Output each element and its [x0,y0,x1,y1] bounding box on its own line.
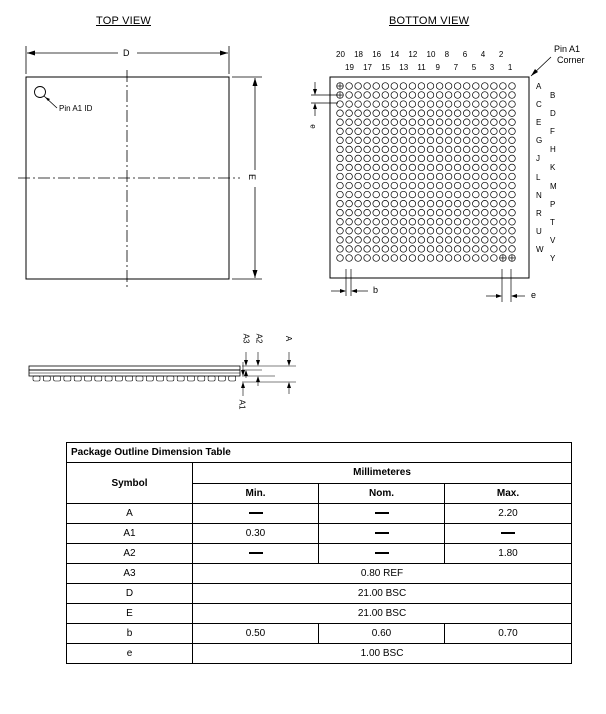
table-row [67,644,572,664]
pin-a1-corner-label-2: Corner [557,55,585,65]
row-label-b: B [550,91,556,100]
column-label-16: 16 [372,50,382,59]
side-view-ball [54,376,61,381]
column-label-11: 11 [417,63,426,72]
side-view-a1-label: A1 [237,399,247,410]
symbol-header: Symbol [67,463,193,504]
table-row [67,584,572,604]
dash-mark [249,512,263,514]
row-label-j: J [536,154,540,164]
top-view-title: TOP VIEW [96,15,151,27]
side-view-ball [167,376,174,381]
row-label-g: G [536,136,543,146]
table-row [67,524,572,544]
side-view-ball [95,376,102,381]
column-label-19: 19 [345,63,354,72]
span-value-cell: 1.00 BSC [193,644,572,664]
pin-a1-id-label: Pin A1 ID [59,104,93,113]
dash-mark [375,512,389,514]
row-label-d: D [550,109,556,119]
max-cell: 0.70 [445,624,572,644]
min-cell: 0.30 [193,524,319,544]
row-label-e: E [536,118,542,128]
row-label-m: M [550,181,557,191]
nom-cell [319,504,445,524]
column-label-8: 8 [444,50,450,59]
side-view-ball [198,376,205,381]
row-label-h: H [550,145,556,155]
symbol-cell: b [67,624,193,644]
column-label-18: 18 [354,50,363,59]
column-label-14: 14 [390,50,400,59]
row-label-a: A [536,82,542,91]
side-view-ball [126,376,133,381]
nom-cell: 0.60 [319,624,445,644]
symbol-cell: e [67,644,193,664]
row-label-l: L [536,172,541,182]
side-view-ball [105,376,112,381]
side-view-ball [177,376,184,381]
side-view-ball [136,376,143,381]
bottom-view-title: BOTTOM VIEW [389,15,470,27]
symbol-cell: A2 [67,544,193,564]
top-view-dim-e: E [247,173,258,181]
column-label-1: 1 [507,63,513,72]
symbol-cell: A1 [67,524,193,544]
side-view-ball [218,376,225,381]
side-view-ball [85,376,92,381]
column-label-3: 3 [489,63,495,72]
max-cell: 1.80 [445,544,572,564]
column-label-5: 5 [471,63,477,72]
side-view-ball [115,376,122,381]
min-cell [193,544,319,564]
max-cell [445,524,572,544]
unit-header: Millimeteres [193,463,572,484]
side-view-a3-label: A3 [241,333,251,344]
pin-a1-corner-label-1: Pin A1 [554,44,581,54]
row-label-k: K [550,163,556,173]
row-label-y: Y [550,253,556,263]
row-label-f: F [550,127,555,137]
table-row [67,604,572,624]
max-header: Max. [445,483,572,504]
row-label-w: W [536,244,544,254]
nom-header: Nom. [319,483,445,504]
side-view-ball [64,376,71,381]
symbol-cell: A3 [67,564,193,584]
side-view-ball [229,376,236,381]
side-view-ball [157,376,164,381]
nom-cell [319,524,445,544]
column-label-17: 17 [363,63,372,72]
column-label-12: 12 [408,50,418,59]
top-view-dim-d: D [123,48,130,58]
side-view-ball [146,376,153,381]
symbol-cell: A [67,504,193,524]
table-row [67,504,572,524]
table-row [67,564,572,584]
dimension-table [66,442,571,664]
bottom-view-dim-b: b [373,285,379,295]
column-label-10: 10 [426,50,436,59]
min-cell [193,504,319,524]
side-view-ball [43,376,50,381]
dash-mark [249,552,263,554]
bottom-view-dim-e-bottom: e [531,290,537,300]
side-view-substrate [29,366,240,370]
bottom-view-dim-e-left: e [308,124,318,129]
row-label-t: T [550,217,555,227]
min-header: Min. [193,483,319,504]
side-view-ball [188,376,195,381]
span-value-cell: 21.00 BSC [193,604,572,624]
side-view-a2-label: A2 [254,333,264,344]
side-view-balls [33,376,236,381]
row-label-n: N [536,190,542,200]
dash-mark [375,552,389,554]
side-view-ball [208,376,215,381]
dash-mark [501,532,515,534]
min-cell: 0.50 [193,624,319,644]
span-value-cell: 0.80 REF [193,564,572,584]
column-label-20: 20 [336,50,345,59]
symbol-cell: E [67,604,193,624]
symbol-cell: D [67,584,193,604]
side-view-ball [33,376,40,381]
column-label-2: 2 [498,50,504,59]
side-view-a-label: A [284,335,294,342]
row-label-p: P [550,199,556,209]
max-cell: 2.20 [445,504,572,524]
column-label-15: 15 [381,63,391,72]
column-label-9: 9 [435,63,440,72]
row-label-r: R [536,208,542,218]
row-label-v: V [550,235,556,245]
table-row [67,624,572,644]
table-row [67,544,572,564]
table-caption: Package Outline Dimension Table [67,443,572,463]
column-label-13: 13 [399,63,409,72]
column-label-4: 4 [480,50,486,59]
column-label-6: 6 [462,50,468,59]
nom-cell [319,544,445,564]
column-label-7: 7 [453,63,459,72]
dash-mark [375,532,389,534]
row-label-c: C [536,100,542,110]
span-value-cell: 21.00 BSC [193,584,572,604]
side-view-ball [74,376,81,381]
row-label-u: U [536,226,542,236]
